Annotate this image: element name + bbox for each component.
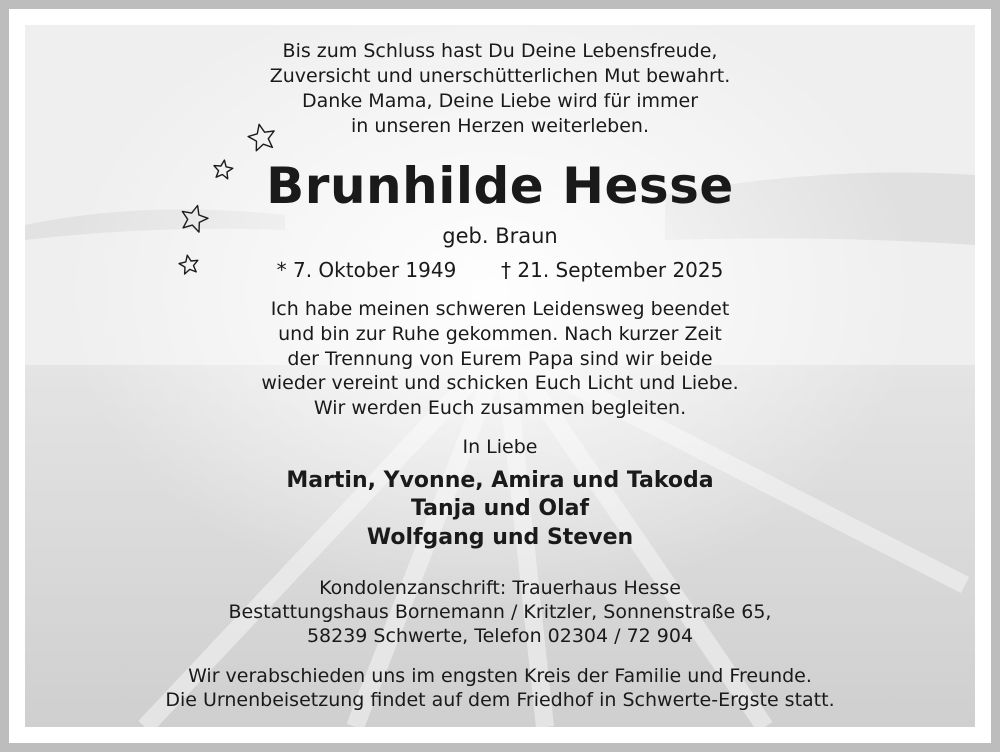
family-line: Martin, Yvonne, Amira und Takoda xyxy=(286,468,714,493)
verse-line: Zuversicht und unerschütterlichen Mut bewahrt. xyxy=(269,65,731,87)
obituary-card xyxy=(25,25,975,727)
life-dates xyxy=(25,257,975,283)
farewell-line: Die Urnenbeisetzung findet auf dem Friedhof in Schwerte-Ergste statt. xyxy=(165,689,835,711)
love-line: In Liebe xyxy=(462,436,538,458)
condolence-line: Bestattungshaus Bornemann / Kritzler, Sonnenstraße 65, xyxy=(228,601,772,623)
condolence-line: Kondolenzanschrift: Trauerhaus Hesse xyxy=(319,577,681,599)
death-date: † 21. September 2025 xyxy=(501,258,724,282)
condolence-line: 58239 Schwerte, Telefon 02304 / 72 904 xyxy=(306,625,694,647)
message-line: wieder vereint und schicken Euch Licht und Liebe. xyxy=(261,372,739,394)
birth-date: * 7. Oktober 1949 xyxy=(276,258,457,282)
deceased-name: Brunhilde Hesse xyxy=(266,157,734,215)
verse-line: in unseren Herzen weiterleben. xyxy=(351,115,649,137)
family-line: Tanja und Olaf xyxy=(410,496,590,521)
farewell-line: Wir verabschieden uns im engsten Kreis der Familie und Freunde. xyxy=(188,665,812,687)
message-line: Ich habe meinen schweren Leidensweg beendet xyxy=(270,298,730,320)
verse-line: Danke Mama, Deine Liebe wird für immer xyxy=(301,90,699,112)
verse-line: Bis zum Schluss hast Du Deine Lebensfreude, xyxy=(282,40,718,62)
maiden-name: geb. Braun xyxy=(442,224,558,248)
obituary-text xyxy=(25,25,975,727)
message-line: und bin zur Ruhe gekommen. Nach kurzer Zeit xyxy=(278,323,722,345)
message-line: der Trennung von Eurem Papa sind wir beide xyxy=(287,348,713,370)
family-line: Wolfgang und Steven xyxy=(366,525,634,550)
message-line: Wir werden Euch zusammen begleiten. xyxy=(313,397,687,419)
